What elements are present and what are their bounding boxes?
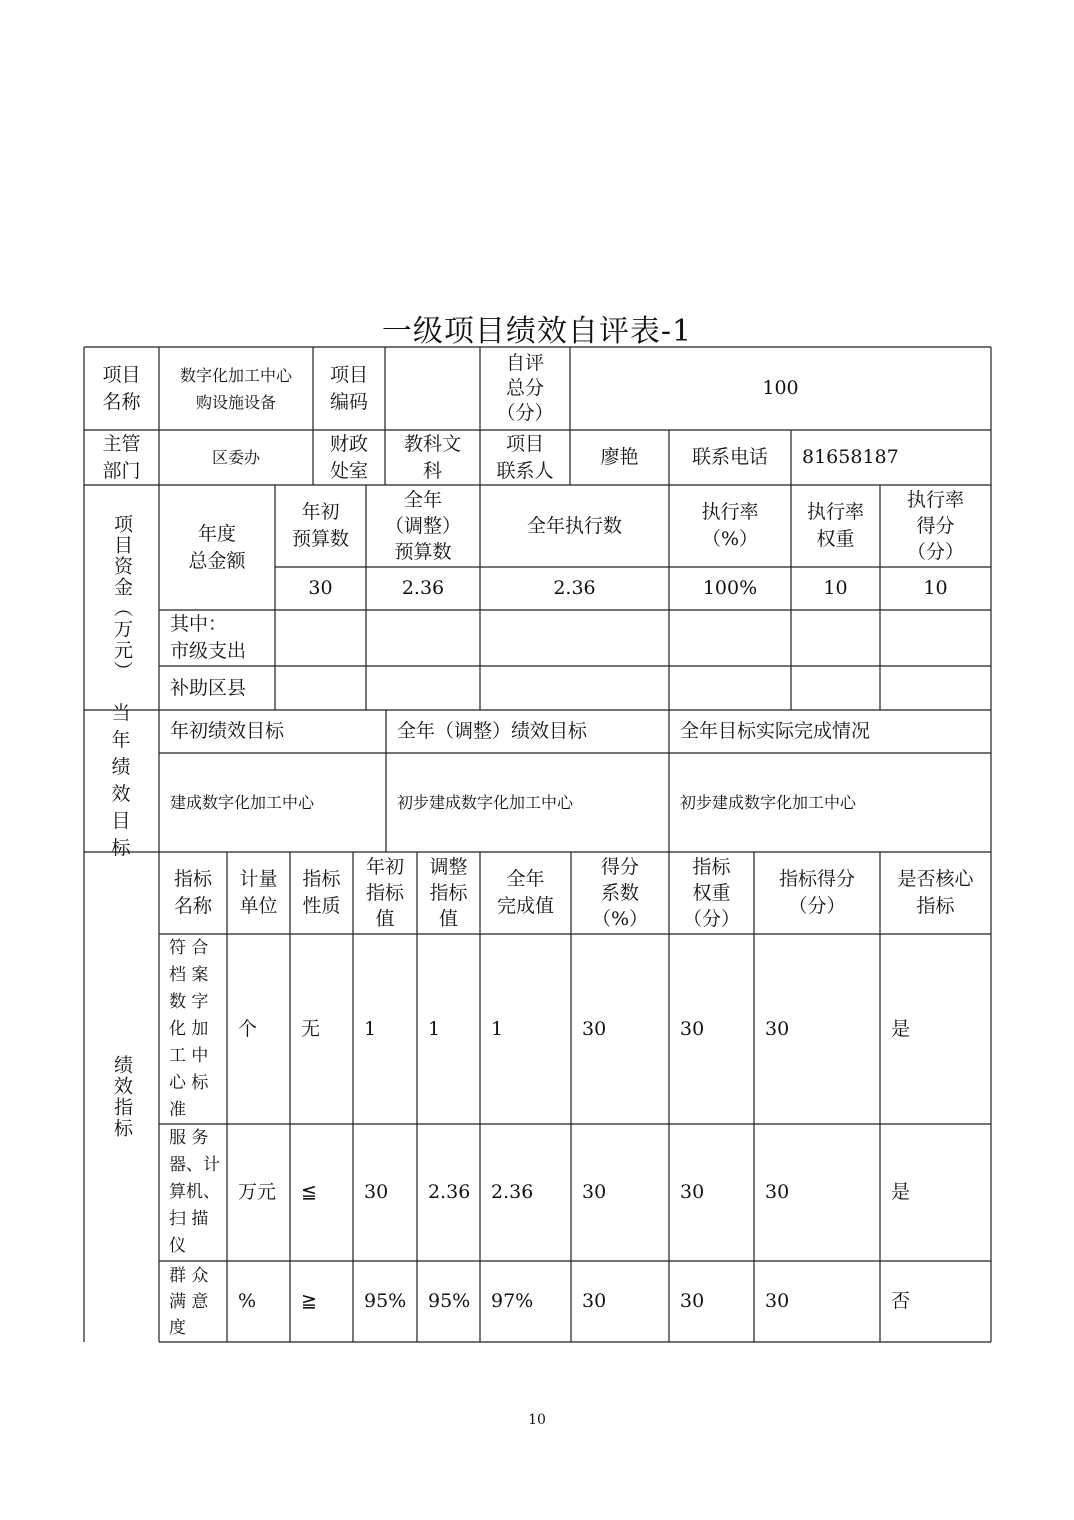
funds-total-header: 年度 总金额 bbox=[188, 522, 246, 572]
page-title: 一级项目绩效自评表-1 bbox=[381, 314, 693, 349]
goals-actual-value: 初步建成数字化加工中心 bbox=[680, 793, 857, 812]
ind-row1-nature: 无 bbox=[301, 1017, 321, 1040]
finance-office-label: 财政 处室 bbox=[329, 432, 368, 482]
funds-initial-value: 30 bbox=[308, 577, 333, 599]
ind-header-adjusted: 调整 指标 值 bbox=[429, 856, 468, 930]
goals-adjusted-value: 初步建成数字化加工中心 bbox=[397, 793, 574, 812]
ind-row1-completed: 1 bbox=[491, 1017, 504, 1040]
ind-row2-coef: 30 bbox=[582, 1181, 607, 1203]
project-code-value bbox=[385, 347, 480, 430]
project-name-value: 数字化加工中心 购设施设备 bbox=[179, 365, 292, 412]
funds-section-label: 项目资金（万元） bbox=[111, 513, 133, 682]
ind-row2-score: 30 bbox=[765, 1181, 790, 1203]
ind-row1-coef: 30 bbox=[582, 1017, 607, 1040]
funds-rate-value: 100% bbox=[702, 577, 758, 599]
indicators-section-label: 绩效指标 bbox=[111, 1055, 133, 1139]
ind-row1-core: 是 bbox=[891, 1017, 911, 1040]
funds-score-value: 10 bbox=[923, 577, 948, 599]
ind-header-weight: 指标 权重 （分） bbox=[682, 856, 740, 930]
funds-initial-header: 年初 预算数 bbox=[291, 501, 349, 550]
ind-row3-adjusted: 95% bbox=[428, 1290, 471, 1312]
goals-adjusted-header: 全年（调整）绩效目标 bbox=[397, 720, 588, 742]
funds-weight-header: 执行率 权重 bbox=[806, 501, 864, 550]
funds-executed-header: 全年执行数 bbox=[526, 514, 622, 537]
ind-row2-core: 是 bbox=[891, 1181, 911, 1203]
ind-header-unit: 计量 单位 bbox=[239, 868, 278, 917]
ind-row2-initial: 30 bbox=[364, 1181, 389, 1203]
funds-executed-value: 2.36 bbox=[553, 577, 596, 599]
ind-row2-weight: 30 bbox=[680, 1181, 705, 1203]
funds-city-label: 其中： 市级支出 bbox=[170, 613, 247, 662]
funds-county-label: 补助区县 bbox=[170, 676, 247, 699]
self-score-label: 自评 总分 （分） bbox=[496, 352, 554, 424]
ind-row3-core: 否 bbox=[891, 1290, 911, 1312]
ind-row3-coef: 30 bbox=[582, 1290, 607, 1312]
goals-initial-value: 建成数字化加工中心 bbox=[170, 793, 315, 812]
ind-row1-initial: 1 bbox=[364, 1017, 377, 1040]
phone-label: 联系电话 bbox=[691, 446, 768, 468]
ind-row3-nature: ≧ bbox=[301, 1290, 317, 1312]
dept-value: 区委办 bbox=[211, 448, 260, 467]
ind-row1-name: 符 合 档 案 数 字 化 加 工 中 心 标 准 bbox=[169, 937, 209, 1120]
finance-office-value: 教科文 科 bbox=[403, 432, 461, 482]
ind-row1-adjusted: 1 bbox=[428, 1017, 441, 1040]
ind-header-coef: 得分 系数 （%） bbox=[591, 856, 649, 930]
contact-value: 廖艳 bbox=[600, 446, 639, 468]
ind-header-core: 是否核心 指标 bbox=[897, 868, 974, 917]
ind-header-initial: 年初 指标 值 bbox=[365, 856, 404, 930]
goals-actual-header: 全年目标实际完成情况 bbox=[680, 720, 871, 742]
goals-section-label: 当年 绩效 目标 bbox=[111, 702, 142, 859]
ind-row3-initial: 95% bbox=[364, 1290, 407, 1312]
ind-row2-completed: 2.36 bbox=[491, 1181, 534, 1203]
ind-header-name: 指标 名称 bbox=[173, 868, 212, 917]
project-name-label: 项目 名称 bbox=[102, 363, 141, 413]
ind-row2-adjusted: 2.36 bbox=[428, 1181, 471, 1203]
funds-score-header: 执行率 得分 （分） bbox=[906, 489, 964, 563]
ind-row1-unit: 个 bbox=[238, 1017, 258, 1040]
ind-header-nature: 指标 性质 bbox=[302, 868, 341, 917]
ind-row1-score: 30 bbox=[765, 1017, 790, 1040]
ind-row3-weight: 30 bbox=[680, 1290, 705, 1312]
project-code-label: 项目 编码 bbox=[329, 363, 368, 413]
goals-initial-header: 年初绩效目标 bbox=[170, 720, 285, 742]
ind-row3-name: 群 众 满 意 度 bbox=[169, 1265, 209, 1338]
dept-label: 主管 部门 bbox=[102, 432, 141, 482]
phone-value: 81658187 bbox=[802, 446, 899, 468]
ind-row2-nature: ≦ bbox=[301, 1181, 317, 1203]
funds-weight-value: 10 bbox=[823, 577, 848, 599]
ind-row2-unit: 万元 bbox=[238, 1181, 277, 1203]
contact-label: 项目 联系人 bbox=[496, 432, 554, 482]
ind-row3-unit: % bbox=[238, 1290, 257, 1312]
self-score-value: 100 bbox=[762, 377, 799, 399]
ind-row1-weight: 30 bbox=[680, 1017, 705, 1040]
page-number: 10 bbox=[528, 1412, 546, 1428]
funds-adjusted-value: 2.36 bbox=[401, 577, 445, 599]
funds-adjusted-header: 全年 （调整） 预算数 bbox=[384, 489, 461, 563]
ind-row3-completed: 97% bbox=[491, 1290, 534, 1312]
funds-rate-header: 执行率 （%） bbox=[701, 501, 759, 550]
ind-row3-score: 30 bbox=[765, 1290, 790, 1312]
ind-header-score: 指标得分 （分） bbox=[778, 868, 855, 917]
ind-row2-name: 服 务 器、计 算机、 扫 描 仪 bbox=[169, 1128, 220, 1256]
ind-header-completed: 全年 完成值 bbox=[496, 868, 554, 917]
